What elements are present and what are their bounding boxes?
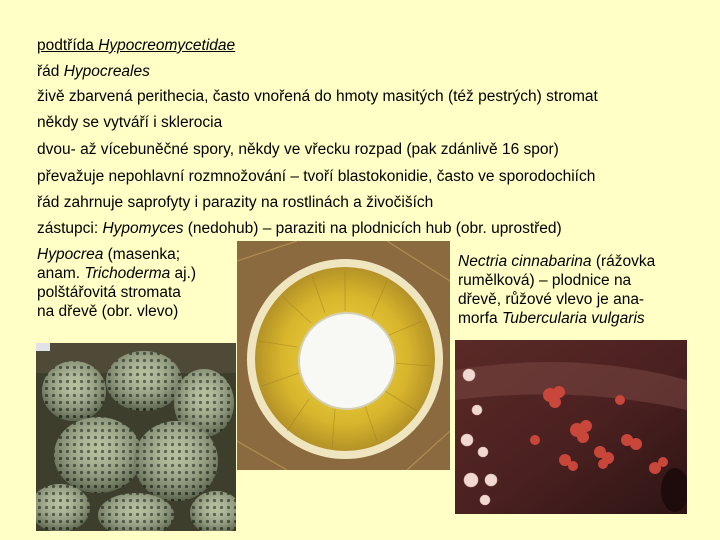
right-caption-line-4: morfa Tubercularia vulgaris — [458, 310, 645, 327]
right-caption-line-2: rumělková) – plodnice na — [458, 272, 632, 289]
left-caption-line-3: polštářovitá stromata — [37, 284, 181, 301]
nectria-cinnabarina-on-wood-photo — [455, 340, 687, 514]
left-caption-line-4: na dřevě (obr. vlevo) — [37, 303, 179, 320]
text-line-4: převažuje nepohlavní rozmnožování – tvoří blastokonidie, často ve sporodochiích — [37, 168, 596, 185]
nectria-image — [455, 340, 687, 514]
right-caption-line-1: Nectria cinnabarina (rážovka — [458, 253, 656, 270]
right-caption — [458, 252, 655, 328]
text-line-6: zástupci: Hypomyces (nedohub) – paraziti na plodnicích hub (obr. uprostřed) — [37, 220, 562, 237]
text-line-2: někdy se vytváří i sklerocia — [37, 114, 223, 131]
subclass-heading: podtřída Hypocreomycetidae — [37, 37, 236, 54]
order-heading: řád Hypocreales — [37, 63, 150, 80]
left-caption — [37, 245, 196, 321]
left-caption-line-1: Hypocrea (masenka; — [37, 246, 181, 263]
text-line-3: dvou- až vícebuněčné spory, někdy ve vřecku rozpad (pak zdánlivě 16 spor) — [37, 141, 559, 158]
hypomyces-on-mushroom-photo — [237, 241, 450, 470]
text-line-1: živě zbarvená perithecia, často vnořená do hmoty masitých (též pestrých) stromat — [37, 88, 598, 105]
hypocrea-stromata-photo — [36, 343, 236, 531]
hypocrea-image — [36, 343, 236, 531]
left-caption-line-2: anam. Trichoderma aj.) — [37, 265, 197, 282]
text-line-5: řád zahrnuje saprofyty i parazity na rostlinách a živočiších — [37, 194, 434, 211]
right-caption-line-3: dřevě, růžové vlevo je ana- — [458, 291, 645, 308]
hypomyces-image — [237, 241, 450, 470]
